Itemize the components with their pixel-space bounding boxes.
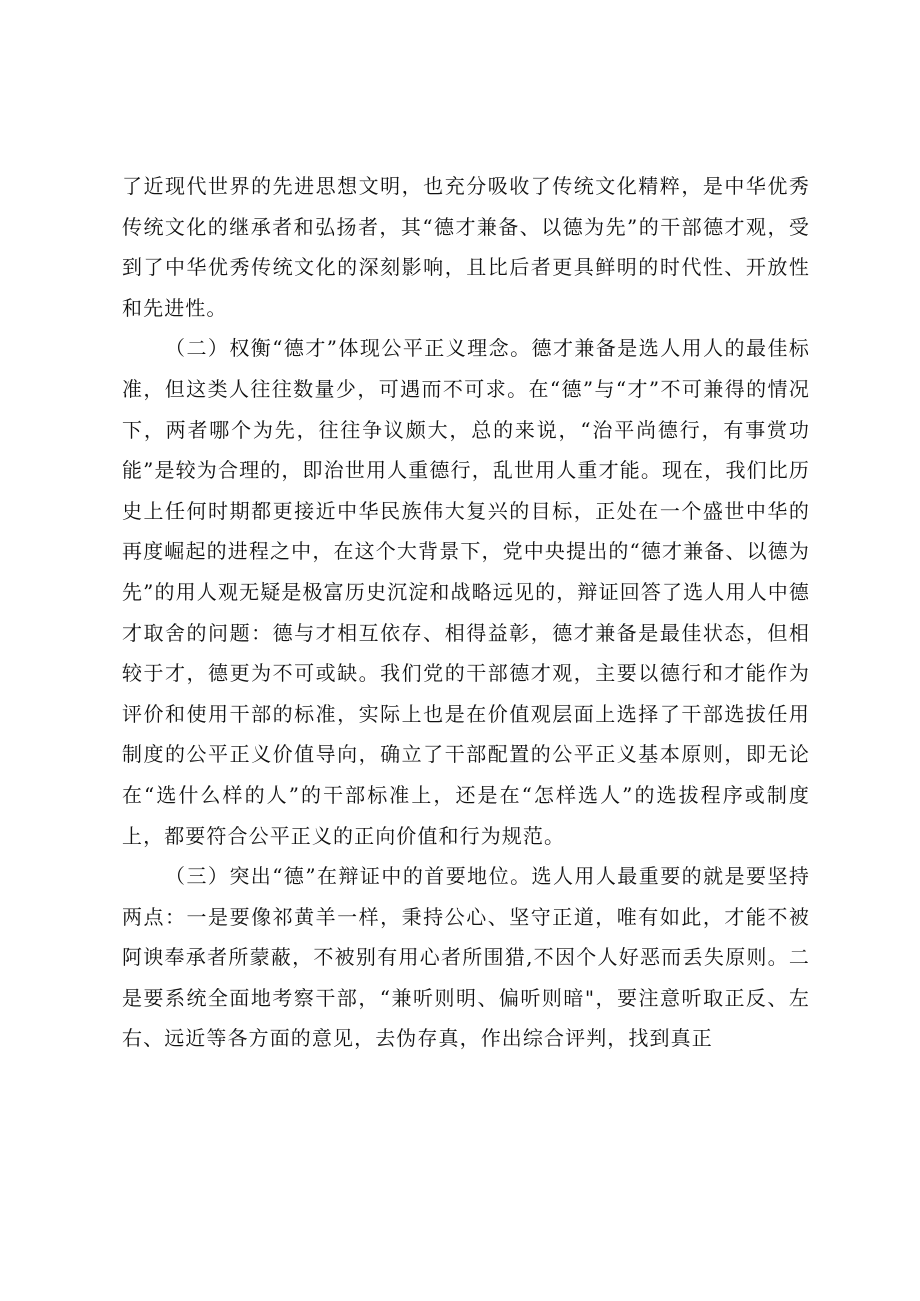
paragraph-continuation: 了近现代世界的先进思想文明，也充分吸收了传统文化精粹，是中华优秀传统文化的继承者和弘扬者，其“德才兼备、以德为先”的干部德才观，受到了中华优秀传统文化的深刻影响，且比后者更具鲜明的时代性、开放性和先进性。: [122, 174, 810, 320]
document-body: [122, 166, 810, 1059]
paragraph-section-two: （二）权衡“德才”体现公平正义理念。德才兼备是选人用人的最佳标准，但这类人往往数量少，可遇而不可求。在“德”与“才”不可兼得的情况下，两者哪个为先，往往争议颇大，总的来说，“治平尚德行，有事赏功能”是较为合理的，即治世用人重德行，乱世用人重才能。现在，我们比历史上任何时期都更接近中华民族伟大复兴的目标，正处在一个盛世中华的再度崛起的进程之中，在这个大背景下，党中央提出的“德才兼备、以德为先”的用人观无疑是极富历史沉淀和战略远见的，辩证回答了选人用人中德才取舍的问题：德与才相互依存、相得益彰，德才兼备是最佳状态，但相较于才，德更为不可或缺。我们党的干部德才观，主要以德行和才能作为评价和使用干部的标准，实际上也是在价值观层面上选择了干部选拔任用制度的公平正义价值导向，确立了干部配置的公平正义基本原则，即无论在“选什么样的人”的干部标准上，还是在“怎样选人”的选拔程序或制度上，都要符合公平正义的正向价值和行为规范。: [122, 336, 810, 848]
paragraph-section-three: （三）突出“德”在辩证中的首要地位。选人用人最重要的就是要坚持两点：一是要像祁黄羊一样，秉持公心、坚守正道，唯有如此，才能不被阿谀奉承者所蒙蔽，不被别有用心者所围猎,不因个人好恶而丢失原则。二是要系统全面地考察干部，“兼听则明、偏听则暗"，要注意听取正反、左右、远近等各方面的意见，去伪存真，作出综合评判，找到真正: [122, 864, 810, 1051]
